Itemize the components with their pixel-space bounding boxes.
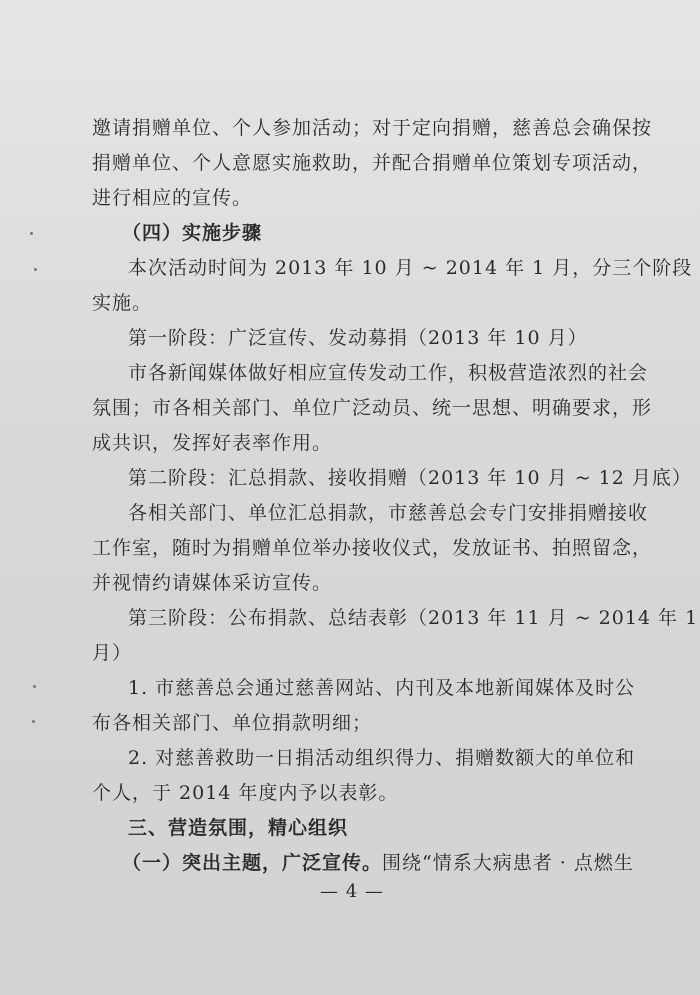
body-text-line: 各相关部门、单位汇总捐款，市慈善总会专门安排捐赠接收: [128, 502, 649, 524]
body-text-line: 进行相应的宣传。: [92, 187, 253, 209]
list-item-continuation: 个人，于 2014 年度内予以表彰。: [92, 782, 399, 804]
page-number: — 4 —: [320, 881, 384, 902]
body-text-line: 本次活动时间为 2013 年 10 月 ~ 2014 年 1 月，分三个阶段: [128, 257, 693, 279]
section-heading: （四）实施步骤: [122, 222, 263, 244]
stage-heading: 第三阶段：公布捐款、总结表彰（2013 年 11 月 ~ 2014 年 1: [128, 607, 699, 629]
scan-speck: [33, 685, 36, 688]
body-text-line: 氛围；市各相关部门、单位广泛动员、统一思想、明确要求，形: [92, 397, 653, 419]
chapter-heading: 三、营造氛围，精心组织: [128, 817, 349, 839]
list-item: 2. 对慈善救助一日捐活动组织得力、捐赠数额大的单位和: [128, 747, 636, 769]
list-item: 1. 市慈善总会通过慈善网站、内刊及本地新闻媒体及时公: [128, 677, 636, 699]
stage-heading: 第一阶段：广泛宣传、发动募捐（2013 年 10 月）: [128, 327, 588, 349]
subsection-heading: （一）突出主题，广泛宣传。: [122, 852, 383, 874]
body-text-line: 工作室，随时为捐赠单位举办接收仪式，发放证书、拍照留念，: [92, 537, 653, 559]
body-text-line: 月）: [92, 642, 133, 664]
body-text-line: 市各新闻媒体做好相应宣传发动工作，积极营造浓烈的社会: [128, 362, 649, 384]
body-text-line: 邀请捐赠单位、个人参加活动；对于定向捐赠，慈善总会确保按: [92, 117, 653, 139]
body-text-line: 并视情约请媒体采访宣传。: [92, 572, 333, 594]
body-text-line: 实施。: [92, 292, 153, 314]
body-text-line: 成共识，发挥好表率作用。: [92, 432, 333, 454]
body-text-line: [122, 851, 634, 875]
scan-speck: [34, 268, 37, 271]
stage-heading: 第二阶段：汇总捐款、接收捐赠（2013 年 10 月 ~ 12 月底）: [128, 467, 692, 489]
scan-speck: [32, 720, 35, 723]
list-item-continuation: 布各相关部门、单位捐款明细；: [92, 712, 373, 734]
body-text: 围绕“情系大病患者 · 点燃生: [382, 852, 634, 874]
scan-speck: [30, 232, 33, 235]
body-text-line: 捐赠单位、个人意愿实施救助，并配合捐赠单位策划专项活动，: [92, 152, 653, 174]
